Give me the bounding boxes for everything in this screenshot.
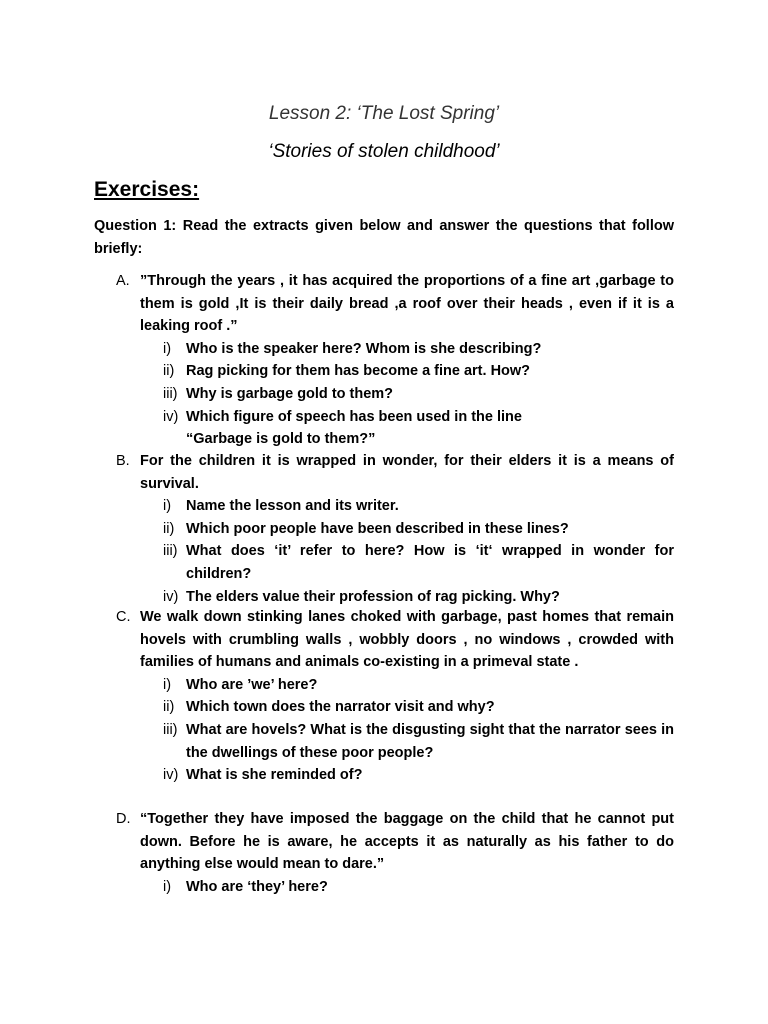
sub-number: i) [163,340,172,357]
sub-question [140,518,674,541]
sub-text: “Garbage is gold to them?” [186,431,376,448]
lesson-title: Lesson 2: ‘The Lost Spring’ [268,103,500,124]
sub-text: What is she reminded of? [186,767,363,784]
sub-question [140,406,674,429]
sub-text: Why is garbage gold to them? [186,385,394,402]
sub-question [140,719,674,764]
sub-number: ii) [163,363,175,380]
sub-question [140,360,674,383]
sub-text: Rag picking for them has become a fine art. How? [186,363,531,380]
sub-number: iv) [163,408,179,425]
sub-question [140,764,674,787]
section-c [116,606,674,787]
sub-text: Which poor people have been described in these lines? [186,520,569,537]
sub-text: Which figure of speech has been used in the line [186,408,522,425]
section-letter: B. [116,453,130,469]
section-c-extract [116,606,674,674]
extract-text: We walk down stinking lanes choked with garbage, past homes that remain hovels with crumbling walls , wobbly doors , no windows , crowded with families of humans and animals co-existing in a primeval state . [140,609,674,671]
sub-number: i) [163,498,172,515]
sub-question [140,674,674,697]
section-a-extract [116,270,674,338]
section-a [116,270,674,451]
sub-question [140,495,674,518]
section-d [116,808,674,898]
extract-text: “Together they have imposed the baggage on the child that he cannot put down. Before he is aware, he accepts it as naturally as his father to do anything else would mean to dare.” [140,811,674,873]
sub-number: ii) [163,699,175,716]
sub-text: What are hovels? What is the disgusting sight that the narrator sees in the dwellings of these poor people? [186,721,674,761]
sub-question [140,876,674,899]
exercises-heading: Exercises: [94,178,200,201]
sub-text: Name the lesson and its writer. [186,498,399,515]
sub-question [140,586,674,609]
sub-text: Which town does the narrator visit and why? [186,699,495,716]
sub-question [140,383,674,406]
section-letter: C. [116,609,131,625]
sub-text: Who are ‘they’ here? [186,878,328,895]
sub-number: iv) [163,767,179,784]
sub-question [140,696,674,719]
sub-number: i) [163,676,172,693]
sub-number: iv) [163,588,179,605]
sub-number: iii) [163,543,178,560]
sub-question-continuation [140,428,674,451]
question-1: Question 1: Read the extracts given below and answer the questions that follow briefly: [94,218,674,257]
sub-number: iii) [163,721,178,738]
section-letter: A. [116,273,130,289]
sub-question [140,338,674,361]
section-d-extract [116,808,674,876]
extract-text: For the children it is wrapped in wonder, for their elders it is a means of survival. [140,453,674,492]
section-b [116,450,674,608]
section-letter: D. [116,811,131,827]
sub-text: Who are ’we’ here? [186,676,318,693]
sub-number: iii) [163,385,178,402]
extract-text: ”Through the years , it has acquired the proportions of a fine art ,garbage to them is gold ,It is their daily bread ,a roof over their heads , even if it is a leaking roof .” [140,273,674,335]
sub-number: ii) [163,520,175,537]
sub-text: The elders value their profession of rag picking. Why? [186,588,560,605]
lesson-subtitle: ‘Stories of stolen childhood’ [268,141,500,162]
sub-text: Who is the speaker here? Whom is she describing? [186,340,542,357]
sub-text: What does ‘it’ refer to here? How is ‘it‘ wrapped in wonder for children? [186,543,674,582]
sub-number: i) [163,878,172,895]
sub-question [140,540,674,585]
section-b-extract [116,450,674,495]
